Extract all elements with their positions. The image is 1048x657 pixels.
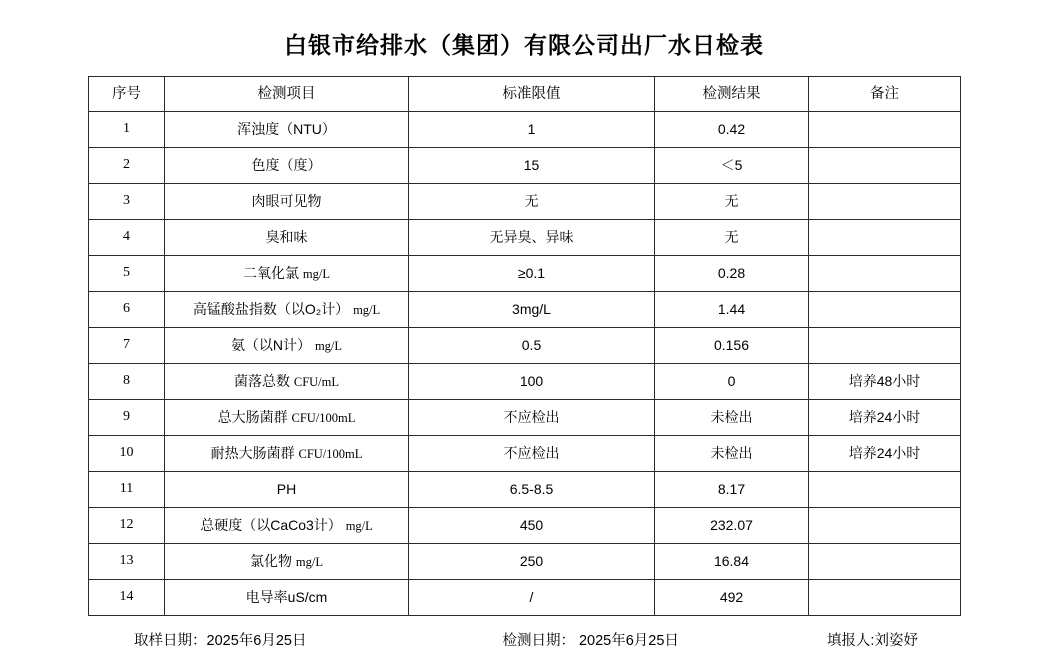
item-name: 总大肠菌群	[217, 409, 288, 426]
cell-no: 4	[89, 220, 165, 256]
cell-no: 1	[89, 112, 165, 148]
column-header-no: 序号	[89, 77, 165, 112]
cell-result: 0.28	[655, 256, 809, 292]
cell-standard-limit: /	[409, 580, 655, 616]
cell-standard-limit: 不应检出	[409, 400, 655, 436]
item-name: 氯化物	[250, 553, 292, 570]
item-name: 浑浊度（NTU）	[237, 121, 336, 138]
cell-no: 11	[89, 472, 165, 508]
cell-standard-limit: 15	[409, 148, 655, 184]
item-name: 高锰酸盐指数（以O₂计）	[192, 301, 350, 318]
cell-no: 8	[89, 364, 165, 400]
item-unit: mg/L	[345, 519, 373, 534]
cell-note: 培养24小时	[809, 400, 961, 436]
sample-date: 取样日期：2025年6月25日	[134, 633, 307, 649]
cell-result: 未检出	[655, 400, 809, 436]
cell-no: 14	[89, 580, 165, 616]
cell-note: 培养48小时	[809, 364, 961, 400]
cell-standard-limit: 450	[409, 508, 655, 544]
cell-no: 12	[89, 508, 165, 544]
item-unit: CFU/mL	[293, 375, 340, 390]
cell-no: 3	[89, 184, 165, 220]
cell-standard-limit: 250	[409, 544, 655, 580]
table-row	[89, 256, 961, 292]
cell-item	[165, 220, 409, 256]
cell-item	[165, 148, 409, 184]
cell-note	[809, 184, 961, 220]
cell-note	[809, 148, 961, 184]
cell-standard-limit: 6.5-8.5	[409, 472, 655, 508]
cell-result: 8.17	[655, 472, 809, 508]
item-name: 总硬度（以CaCo3计）	[200, 517, 342, 534]
cell-item	[165, 112, 409, 148]
column-header-std: 标准限值	[409, 77, 655, 112]
cell-note	[809, 328, 961, 364]
item-name: 二氧化氯	[243, 265, 299, 282]
item-unit: mg/L	[353, 303, 381, 318]
item-unit: CFU/100mL	[298, 447, 363, 462]
cell-no: 6	[89, 292, 165, 328]
cell-result: 0.42	[655, 112, 809, 148]
cell-result: 492	[655, 580, 809, 616]
cell-note	[809, 220, 961, 256]
cell-result: 无	[655, 220, 809, 256]
item-unit: mg/L	[295, 555, 323, 570]
item-name: 氨（以N计）	[230, 337, 312, 354]
table-row	[89, 508, 961, 544]
table-row	[89, 472, 961, 508]
table-row	[89, 220, 961, 256]
cell-no: 13	[89, 544, 165, 580]
column-header-note: 备注	[809, 77, 961, 112]
item-name: 色度（度）	[251, 157, 322, 174]
cell-standard-limit: 1	[409, 112, 655, 148]
report-footer	[88, 616, 960, 650]
cell-item	[165, 436, 409, 472]
table-row	[89, 292, 961, 328]
column-header-item: 检测项目	[165, 77, 409, 112]
table-row	[89, 364, 961, 400]
test-date: 检测日期： 2025年6月25日	[502, 633, 679, 649]
item-name: 耐热大肠菌群	[210, 445, 295, 462]
cell-standard-limit: 无异臭、异味	[409, 220, 655, 256]
cell-result: 未检出	[655, 436, 809, 472]
cell-item	[165, 364, 409, 400]
cell-item	[165, 292, 409, 328]
table-row	[89, 112, 961, 148]
cell-result: 0	[655, 364, 809, 400]
item-name: 菌落总数	[233, 373, 290, 390]
item-unit: CFU/100mL	[291, 411, 356, 426]
cell-standard-limit: 不应检出	[409, 436, 655, 472]
cell-item	[165, 400, 409, 436]
cell-note	[809, 256, 961, 292]
item-name: 电导率uS/cm	[245, 589, 328, 606]
cell-standard-limit: 100	[409, 364, 655, 400]
cell-note	[809, 580, 961, 616]
cell-item	[165, 184, 409, 220]
cell-result: 0.156	[655, 328, 809, 364]
filler-name: 填报人:刘姿妤	[826, 633, 918, 649]
item-name: 臭和味	[265, 229, 308, 246]
item-unit: mg/L	[314, 339, 343, 354]
cell-item	[165, 256, 409, 292]
cell-result: 无	[655, 184, 809, 220]
cell-standard-limit: ≥0.1	[409, 256, 655, 292]
item-name: 肉眼可见物	[251, 193, 322, 210]
cell-standard-limit: 无	[409, 184, 655, 220]
table-body	[89, 112, 961, 616]
cell-no: 5	[89, 256, 165, 292]
cell-no: 10	[89, 436, 165, 472]
item-unit: mg/L	[302, 267, 330, 282]
cell-note: 培养24小时	[809, 436, 961, 472]
cell-item	[165, 580, 409, 616]
table-row	[89, 148, 961, 184]
cell-no: 7	[89, 328, 165, 364]
cell-result: ＜5	[655, 148, 809, 184]
cell-result: 1.44	[655, 292, 809, 328]
table-row	[89, 580, 961, 616]
cell-note	[809, 112, 961, 148]
cell-note	[809, 292, 961, 328]
cell-no: 2	[89, 148, 165, 184]
report-table-container	[88, 76, 960, 616]
cell-item	[165, 508, 409, 544]
cell-item	[165, 544, 409, 580]
cell-no: 9	[89, 400, 165, 436]
water-quality-table	[88, 76, 961, 616]
table-row	[89, 184, 961, 220]
table-row	[89, 328, 961, 364]
item-name: PH	[276, 481, 297, 498]
table-header-row	[89, 77, 961, 112]
cell-item	[165, 328, 409, 364]
cell-note	[809, 508, 961, 544]
cell-standard-limit: 3mg/L	[409, 292, 655, 328]
column-header-result: 检测结果	[655, 77, 809, 112]
table-row	[89, 544, 961, 580]
cell-note	[809, 472, 961, 508]
table-row	[89, 436, 961, 472]
cell-result: 16.84	[655, 544, 809, 580]
cell-note	[809, 544, 961, 580]
cell-result: 232.07	[655, 508, 809, 544]
table-row	[89, 400, 961, 436]
cell-item	[165, 472, 409, 508]
page-title: 白银市给排水（集团）有限公司出厂水日检表	[284, 33, 764, 58]
cell-standard-limit: 0.5	[409, 328, 655, 364]
